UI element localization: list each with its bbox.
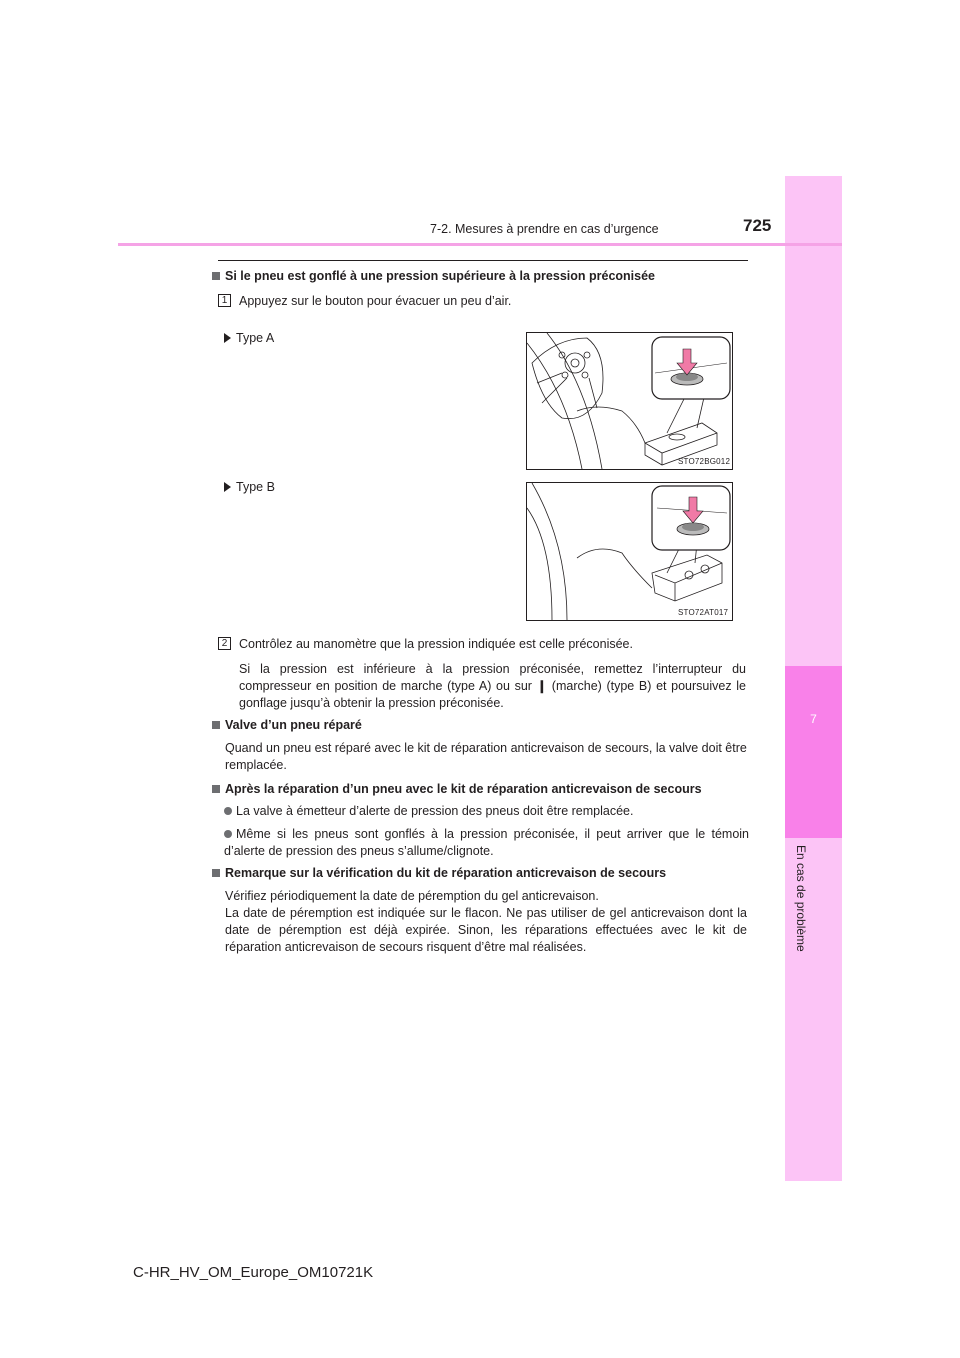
- round-bullet-icon: [224, 830, 232, 838]
- step-1-text: Appuyez sur le bouton pour évacuer un peu d’air.: [239, 294, 512, 308]
- section1-heading: Si le pneu est gonflé à une pression supérieure à la pression préconisée: [212, 268, 752, 285]
- step-2-detail: Si la pression est inférieure à la pression préconisée, remettez l’interrupteur du compresseur en position de marche (type A) ou sur ❙ (marche) (type B) et poursuivez le gonflage jusqu’à obtenir la pression préconisée.: [239, 662, 746, 710]
- square-bullet-icon: [212, 272, 220, 280]
- section4-heading: Remarque sur la vérification du kit de réparation anticrevaison de secours: [212, 865, 752, 882]
- section3-bullet-2: Même si les pneus sont gonflés à la pression préconisée, il peut arriver que le témoin d’alerte de pression des pneus s’allume/clignote.: [224, 827, 749, 858]
- document-id: C-HR_HV_OM_Europe_OM10721K: [133, 1264, 374, 1281]
- section4-line-1: Vérifiez périodiquement la date de péremption du gel anticrevaison.: [225, 889, 599, 903]
- figure-b-code: STO72AT017: [678, 608, 729, 617]
- tire-compressor-type-a-illustration: [527, 333, 732, 469]
- square-bullet-icon: [212, 785, 220, 793]
- section2-text: Quand un pneu est réparé avec le kit de réparation anticrevaison de secours, la valve doit être remplacée.: [225, 741, 747, 772]
- content-top-rule: [218, 260, 748, 261]
- section3-bullet-1: La valve à émetteur d’alerte de pression des pneus doit être remplacée.: [224, 803, 748, 820]
- page-number: 725: [743, 216, 772, 235]
- chapter-number: 7: [810, 712, 817, 726]
- triangle-bullet-icon: [224, 482, 231, 492]
- figure-type-a: [526, 332, 733, 470]
- section3-heading: Après la réparation d’un pneu avec le kit de réparation anticrevaison de secours: [212, 781, 752, 798]
- header-section-title: 7-2. Mesures à prendre en cas d’urgence: [430, 222, 659, 236]
- step-1-badge: 1: [218, 294, 231, 307]
- header-rule: [118, 243, 842, 246]
- chapter-title-vertical: [794, 845, 822, 975]
- on-symbol-icon: ❙: [536, 679, 548, 693]
- square-bullet-icon: [212, 721, 220, 729]
- triangle-bullet-icon: [224, 333, 231, 343]
- figure-type-b: [526, 482, 733, 621]
- chapter-title: En cas de problème: [794, 845, 808, 952]
- round-bullet-icon: [224, 807, 232, 815]
- section4-line-2: La date de péremption est indiquée sur le flacon. Ne pas utiliser de gel anticrevaison dont la date de péremption est déjà expirée. Sinon, les réparations effectuées avec le kit de réparation anticrevaison de secours risquent d’être mal réalisées.: [225, 906, 747, 954]
- type-a-label: Type A: [224, 330, 274, 347]
- square-bullet-icon: [212, 869, 220, 877]
- step-2-text: Contrôlez au manomètre que la pression indiquée est celle préconisée.: [239, 637, 633, 651]
- step-2-badge: 2: [218, 637, 231, 650]
- chapter-tab-active: [785, 666, 842, 838]
- type-b-label: Type B: [224, 479, 275, 496]
- tire-compressor-type-b-illustration: [527, 483, 732, 620]
- figure-a-code: STO72BG012: [678, 457, 731, 466]
- section2-heading: Valve d’un pneu réparé: [212, 717, 362, 734]
